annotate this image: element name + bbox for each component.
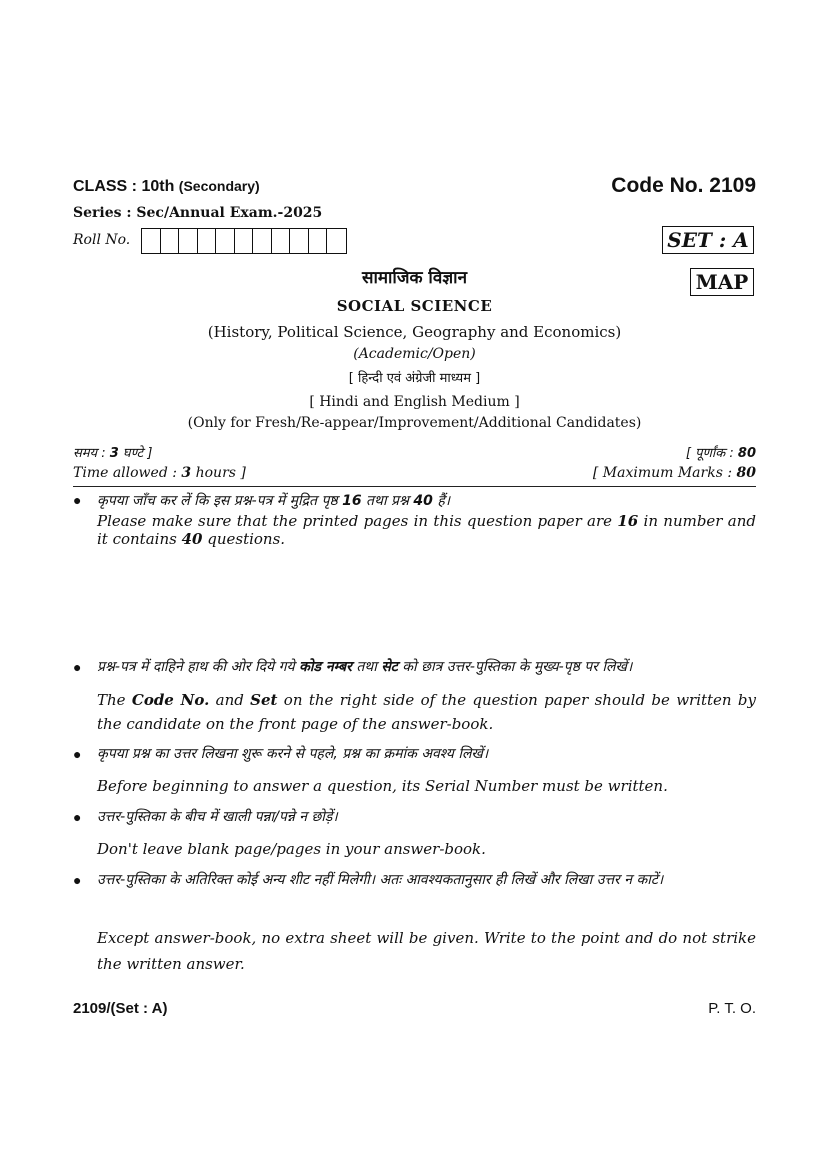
instruction-4-english: Don't leave blank page/pages in your answer-book. [97,840,486,858]
roll-digit-box[interactable] [327,229,346,253]
i1-en-e: questions. [202,530,286,548]
time-hindi-value: 3 [109,446,119,461]
map-badge: MAP [690,268,754,296]
footer-pto: P. T. O. [708,1000,756,1017]
i1-hi-a: कृपया जाँच कर लें कि इस प्रश्न-पत्र में मुद्रित पृष्ठ [97,493,343,509]
instruction-5-hindi: उत्तर-पुस्तिका के अतिरिक्त कोई अन्य शीट नहीं मिलेगी। अतः आवश्यकतानुसार ही लिखें और लिखा उत्तर न काटें। [97,872,664,888]
i1-en-a: Please make sure that the printed pages in this question paper are [97,512,618,530]
series-line: Series : Sec/Annual Exam.-2025 [73,205,323,221]
instruction-3-hindi: कृपया प्रश्न का उत्तर लिखना शुरू करने से पहले, प्रश्न का क्रमांक अवश्य लिखें। [97,746,489,762]
stream-line: (Academic/Open) [353,346,476,362]
time-hindi [73,443,152,461]
bullet: ● [73,661,82,676]
medium-hindi: [ हिन्दी एवं अंग्रेजी माध्यम ] [348,371,481,386]
roll-digit-box[interactable] [309,229,328,253]
time-hindi-unit: घण्टे ] [118,446,153,461]
instruction-3-english: Before beginning to answer a question, its Serial Number must be written. [97,777,668,795]
roll-digit-box[interactable] [290,229,309,253]
i2-hi-c: तथा [351,659,382,675]
i1-hi-e: हैं। [432,493,451,509]
i2-hi-a: प्रश्न-पत्र में दाहिने हाथ की ओर दिये गये [97,659,300,675]
roll-no-label: Roll No. [73,232,131,248]
footer-code-set: 2109/(Set : A) [73,1000,168,1017]
instruction-4-hindi: उत्तर-पुस्तिका के बीच में खाली पन्ना/पन्ने न छोड़ें। [97,809,338,825]
marks-english-label: [ Maximum Marks : [592,465,737,481]
i2-en-c: and [209,691,251,709]
set-badge: SET : A [662,226,754,254]
marks-hindi [686,443,756,461]
i1-en-c: in number and it contains [97,512,756,548]
roll-digit-box[interactable] [142,229,161,253]
bullet: ● [73,748,82,763]
roll-digit-box[interactable] [272,229,291,253]
marks-hindi-value: 80 [737,446,756,461]
i1-hi-b: 16 [342,493,362,509]
roll-digit-box[interactable] [179,229,198,253]
i1-en-d: 40 [181,530,203,548]
title-hindi: सामाजिक विज्ञान [361,268,468,288]
medium-english: [ Hindi and English Medium ] [309,394,520,410]
class-label: CLASS : 10th [73,178,175,195]
instruction-2-hindi [97,657,756,677]
marks-english [593,465,756,481]
title-english: SOCIAL SCIENCE [336,297,493,315]
i1-en-b: 16 [617,512,639,530]
code-number: Code No. 2109 [611,174,756,197]
instruction-1-hindi [97,491,756,511]
i2-en-a: The [97,691,132,709]
subjects-line: (History, Political Science, Geography and Economics) [207,323,622,341]
time-english-value: 3 [181,465,192,481]
i2-hi-d: सेट [381,659,398,675]
roll-no-boxes[interactable] [141,228,347,254]
instruction-5-english: Except answer-book, no extra sheet will be given. Write to the point and do not strike the written answer. [97,929,756,973]
marks-english-value: 80 [736,465,756,481]
i2-en-d: Set [250,691,278,709]
divider [73,486,756,487]
marks-hindi-label: [ पूर्णांक : [685,446,738,461]
roll-digit-box[interactable] [161,229,180,253]
roll-digit-box[interactable] [198,229,217,253]
time-hindi-label: समय : [73,446,110,461]
i2-hi-e: को छात्र उत्तर-पुस्तिका के मुख्य-पृष्ठ पर लिखें। [397,659,633,675]
time-english-label: Time allowed : [73,465,182,481]
bullet: ● [73,494,82,509]
i2-hi-b: कोड नम्बर [299,659,352,675]
i2-en-e: on the right side of the question paper should be written by the candidate on the front page of the answer-book. [97,691,756,733]
class-sub: (Secondary) [178,178,260,194]
i1-hi-d: 40 [413,493,433,509]
i1-hi-c: तथा प्रश्न [361,493,414,509]
roll-digit-box[interactable] [253,229,272,253]
candidates-line: (Only for Fresh/Re-appear/Improvement/Additional Candidates) [187,415,642,431]
i2-en-b: Code No. [131,691,210,709]
roll-digit-box[interactable] [216,229,235,253]
class-heading [73,178,260,196]
bullet: ● [73,811,82,826]
time-english [73,465,246,481]
instruction-2-english [97,688,756,736]
instruction-1-english [97,512,756,548]
roll-digit-box[interactable] [235,229,254,253]
time-english-unit: hours ] [191,465,246,481]
bullet: ● [73,874,82,889]
